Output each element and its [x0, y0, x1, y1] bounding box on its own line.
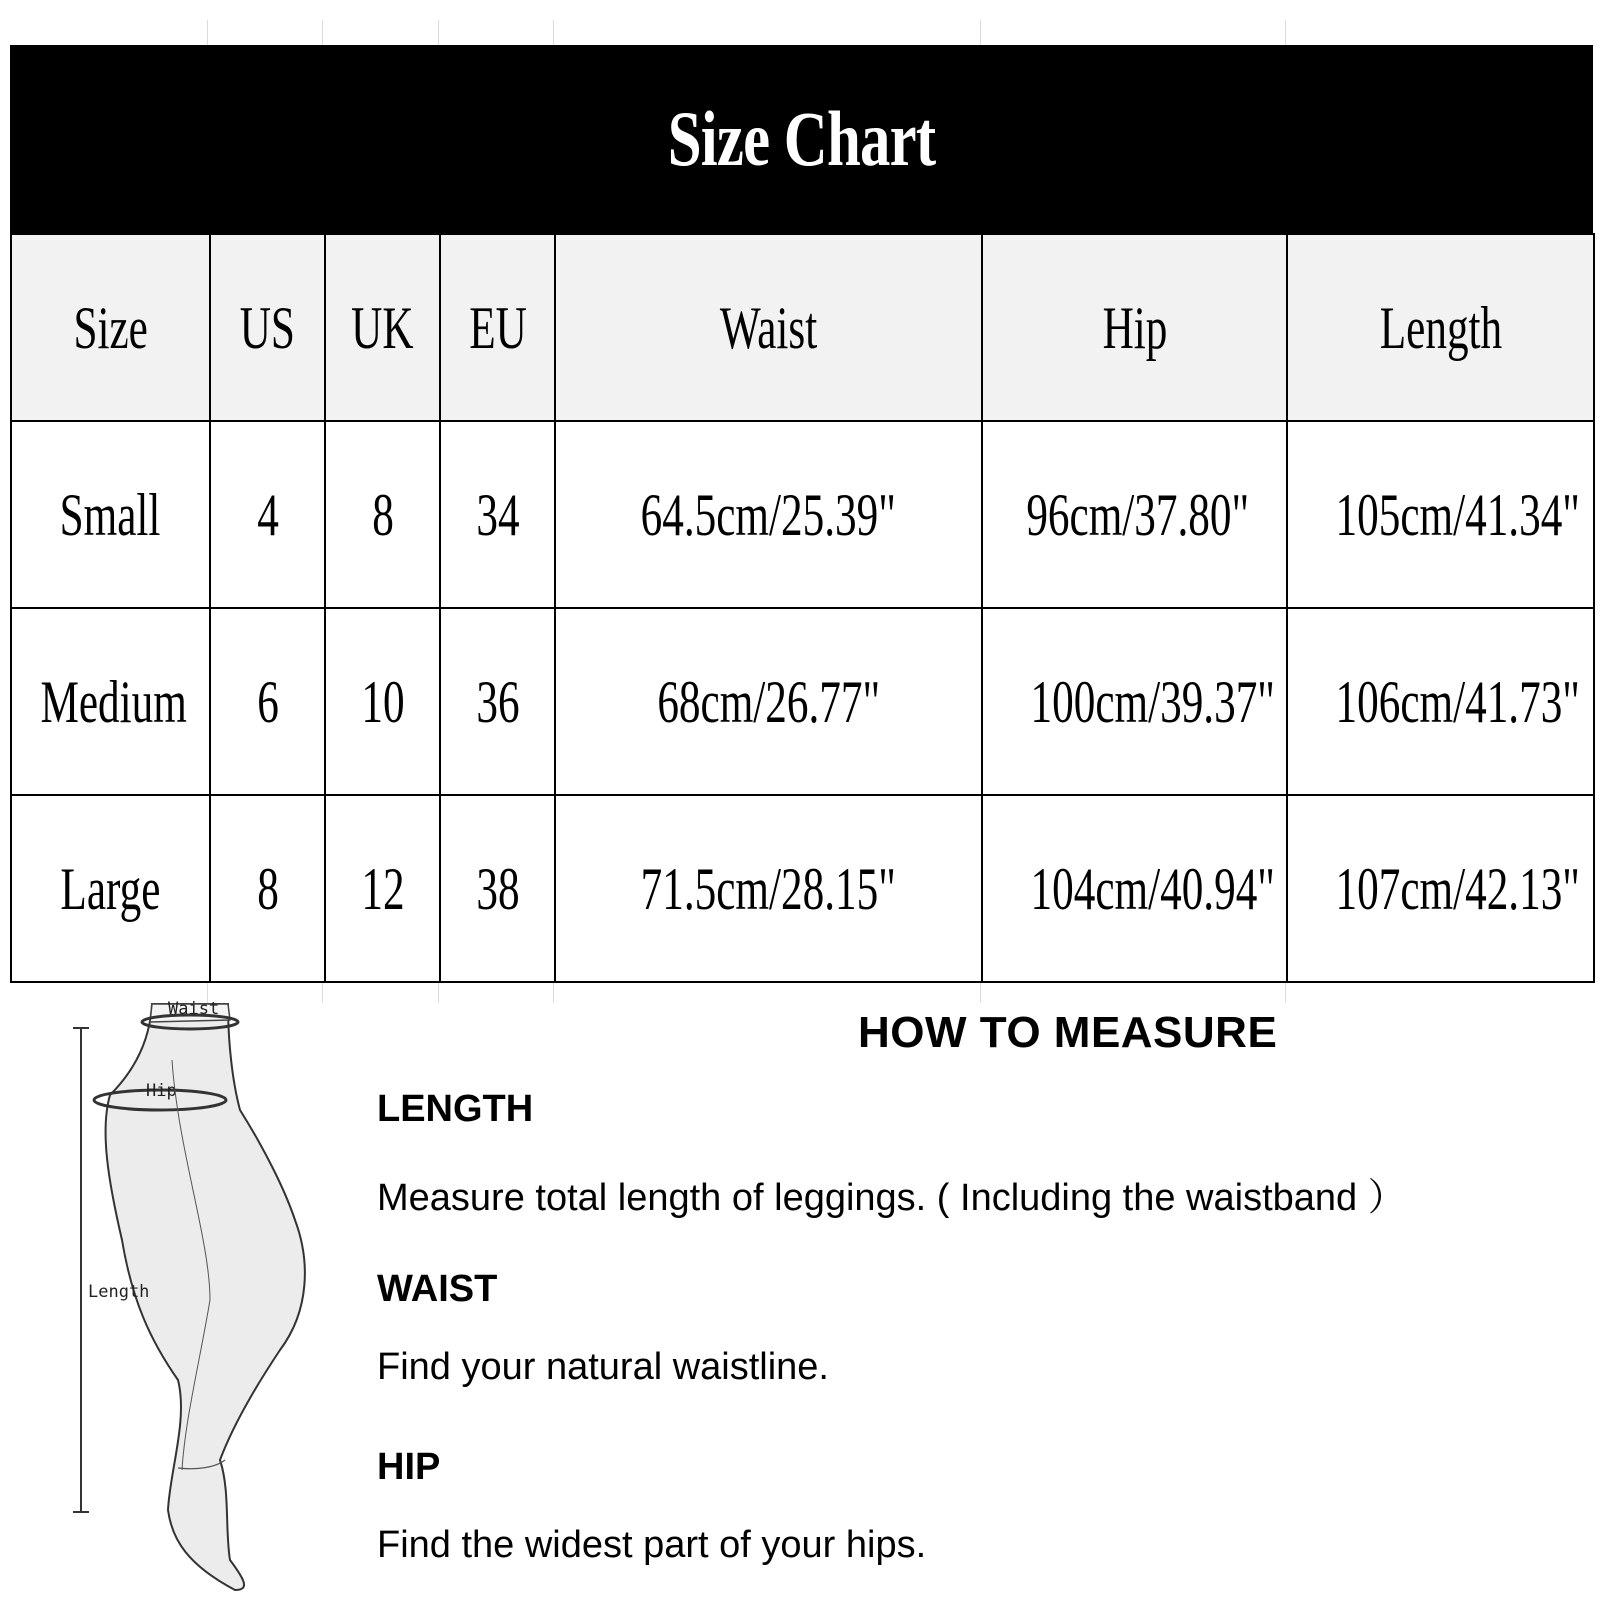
- column-header: Waist: [555, 234, 982, 421]
- length-heading: LENGTH: [377, 1088, 534, 1130]
- table-cell: Large: [11, 795, 210, 982]
- grid-tick: [553, 983, 554, 1003]
- table-cell: 105cm/41.34": [1287, 421, 1594, 608]
- table-row: [11, 608, 1594, 795]
- table-cell: 71.5cm/28.15": [555, 795, 982, 982]
- waist-heading: WAIST: [377, 1268, 498, 1310]
- column-header: UK: [325, 234, 440, 421]
- table-cell: 100cm/39.37": [982, 608, 1287, 795]
- grid-tick: [322, 20, 323, 45]
- column-header: Length: [1287, 234, 1594, 421]
- table-cell: 12: [325, 795, 440, 982]
- table-cell: 34: [440, 421, 555, 608]
- grid-tick: [438, 20, 439, 45]
- length-description: Measure total length of leggings. ( Including the waistband ）: [377, 1177, 1406, 1219]
- column-header: EU: [440, 234, 555, 421]
- grid-tick: [553, 20, 554, 45]
- length-label: Length: [88, 1282, 150, 1302]
- table-cell: 96cm/37.80": [982, 421, 1287, 608]
- title-banner: [10, 45, 1593, 233]
- grid-tick: [438, 983, 439, 1003]
- column-header: Size: [11, 234, 210, 421]
- table-cell: 8: [325, 421, 440, 608]
- grid-tick: [1285, 983, 1286, 1003]
- table-row: [11, 421, 1594, 608]
- table-header-row: [11, 234, 1594, 421]
- table-row: [11, 795, 1594, 982]
- hip-description: Find the widest part of your hips.: [377, 1524, 927, 1566]
- table-cell: 4: [210, 421, 325, 608]
- grid-tick: [207, 20, 208, 45]
- table-cell: 68cm/26.77": [555, 608, 982, 795]
- grid-tick: [980, 20, 981, 45]
- table-cell: 36: [440, 608, 555, 795]
- waist-description: Find your natural waistline.: [377, 1346, 829, 1388]
- table-cell: 107cm/42.13": [1287, 795, 1594, 982]
- hip-heading: HIP: [377, 1446, 441, 1488]
- table-cell: 104cm/40.94": [982, 795, 1287, 982]
- table-cell: 8: [210, 795, 325, 982]
- how-to-measure-title: HOW TO MEASURE: [858, 1008, 1278, 1057]
- page-title: Size Chart: [667, 95, 936, 182]
- table-cell: 6: [210, 608, 325, 795]
- grid-tick: [980, 983, 981, 1003]
- leggings-figure: [60, 1000, 340, 1595]
- table-cell: 64.5cm/25.39": [555, 421, 982, 608]
- hip-label: Hip: [146, 1081, 177, 1101]
- table-cell: 10: [325, 608, 440, 795]
- table-cell: 38: [440, 795, 555, 982]
- waist-label: Waist: [168, 1000, 220, 1019]
- size-table: [10, 233, 1595, 983]
- column-header: Hip: [982, 234, 1287, 421]
- table-cell: Small: [11, 421, 210, 608]
- table-cell: Medium: [11, 608, 210, 795]
- table-cell: 106cm/41.73": [1287, 608, 1594, 795]
- grid-tick: [1285, 20, 1286, 45]
- column-header: US: [210, 234, 325, 421]
